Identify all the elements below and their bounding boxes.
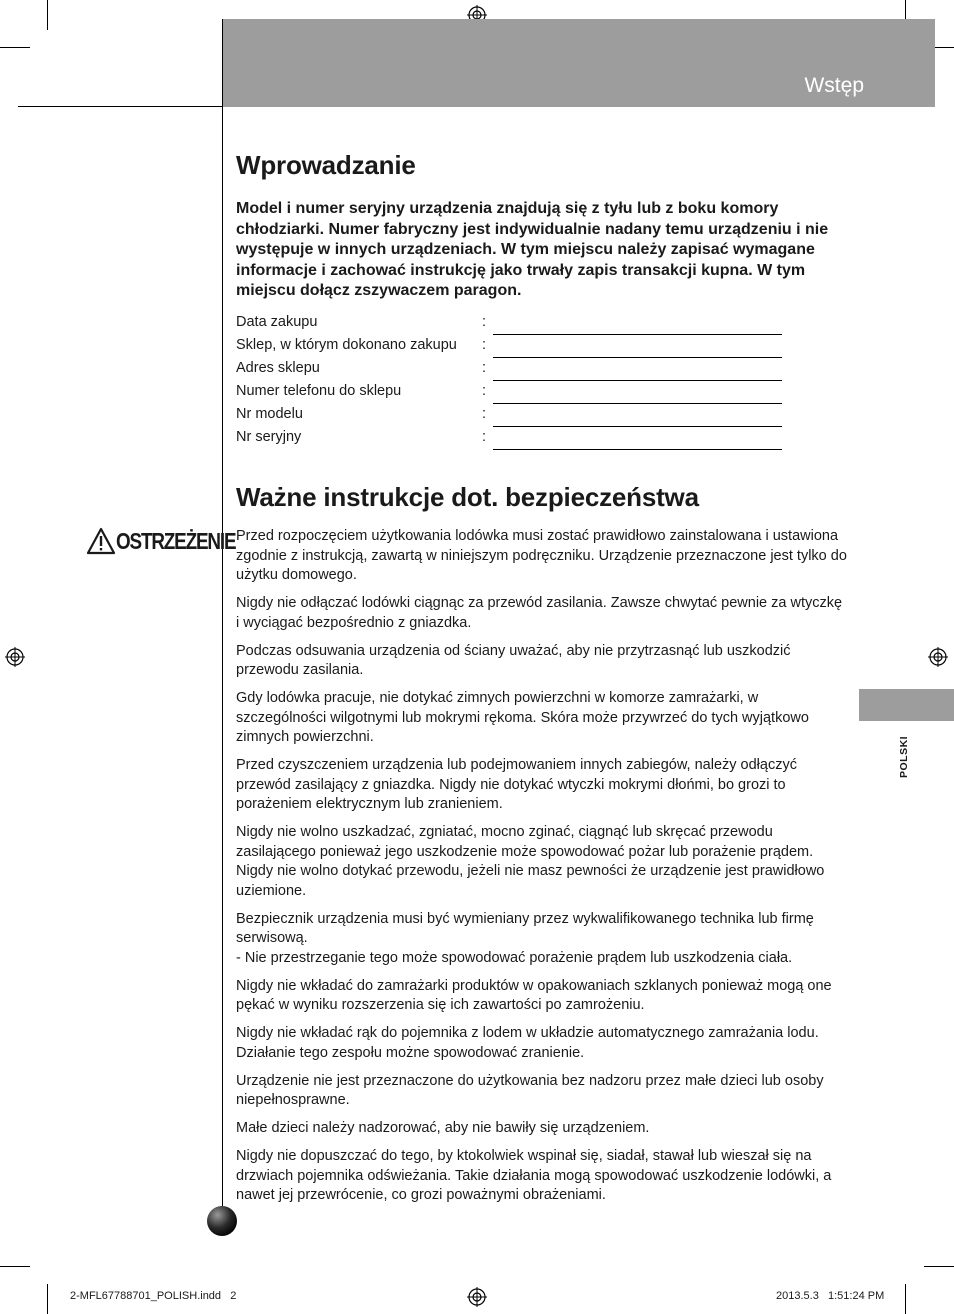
safety-heading: Ważne instrukcje dot. bezpieczeństwa (236, 482, 699, 512)
registration-mark-icon (467, 1287, 487, 1307)
form-row (236, 358, 796, 381)
page-title: Wprowadzanie (236, 150, 416, 180)
decorative-dot (207, 1206, 237, 1236)
section-title: Wstęp (804, 74, 864, 97)
crop-mark (924, 1266, 954, 1267)
form-separator: : (482, 429, 487, 445)
form-label: Numer telefonu do sklepu (236, 383, 402, 399)
form-entry-line[interactable] (493, 449, 782, 450)
form-row (236, 427, 796, 450)
crop-mark (905, 1284, 906, 1314)
safety-paragraph: Gdy lodówka pracuje, nie dotykać zimnych powierzchni w komorze zamrażarki, w szczególności wilgotnymi lub mokrymi rękoma. Skóra może przywrzeć do tych wyjątkowo zimnych powierzchni. (236, 690, 809, 745)
form-label: Data zakupu (236, 314, 318, 330)
safety-instructions (236, 527, 848, 1214)
form-separator: : (482, 337, 487, 353)
registration-mark-icon (5, 647, 25, 667)
form-label: Nr modelu (236, 406, 303, 422)
form-separator: : (482, 360, 487, 376)
safety-paragraph: Podczas odsuwania urządzenia od ściany uważać, aby nie przytrzasnąć lub uszkodzić przewodu zasilania. (236, 642, 791, 678)
divider (222, 19, 223, 1229)
safety-paragraph: Nigdy nie wolno uszkadzać, zgniatać, mocno zginać, ciągnąć lub skręcać przewodu zasilającego ponieważ jego uszkodzenie może spowodować pożar lub porażenie prądem. Nigdy nie wolno dotykać przewodu, jeżeli nie masz pewności że urządzenie jest prawidłowo uziemione. (236, 824, 825, 899)
language-tab (859, 689, 954, 721)
intro-paragraph: Model i numer seryjny urządzenia znajdują się z tyłu lub z boku komory chłodziarki. Numer fabryczny jest indywidualnie nadany temu urządzeniu i nie występuje w innych urządzeniach. W tym miejscu należy zapisać wymagane informacje i zachować instrukcję jako trwały zapis transakcji kupna. W tym miejscu dołącz zszywaczem paragon. (236, 200, 829, 299)
safety-paragraph: Nigdy nie wkładać rąk do pojemnika z lodem w układzie automatycznego zamrażania lodu. Działanie tego zespołu możne spowodować zranienie. (236, 1025, 819, 1061)
registration-mark-icon (928, 647, 948, 667)
form-row (236, 312, 796, 335)
divider (18, 106, 223, 107)
language-label: POLSKI (898, 735, 910, 778)
form-separator: : (482, 383, 487, 399)
form-separator: : (482, 406, 487, 422)
crop-mark (47, 1284, 48, 1314)
form-label: Sklep, w którym dokonano zakupu (236, 337, 457, 353)
safety-paragraph: Nigdy nie dopuszczać do tego, by ktokolwiek wspinał się, siadał, stawał lub wieszał się na drzwiach pojemnika odświeżania. Takie działania mogą spowodować uszkodzenie lodówki, a nawet jej przewrócenie, co grozi poważnymi obrażeniami. (236, 1148, 832, 1203)
warning-text: OSTRZEŻENIE (116, 527, 236, 554)
safety-paragraph: Urządzenie nie jest przeznaczone do użytkowania bez nadzoru przez małe dzieci lub osoby niepełnosprawne. (236, 1072, 824, 1108)
form-separator: : (482, 314, 487, 330)
footer-file-info: 2-MFL67788701_POLISH.indd 2 (70, 1290, 237, 1302)
form-label: Nr seryjny (236, 429, 302, 445)
crop-mark (0, 47, 30, 48)
safety-paragraph: Bezpiecznik urządzenia musi być wymieniany przez wykwalifikowanego technika lub firmę serwisową. - Nie przestrzeganie tego może spowodować porażenie prądem lub uszkodzenia ciała. (236, 910, 814, 966)
crop-mark (0, 1266, 30, 1267)
warning-triangle-icon (86, 527, 116, 555)
safety-paragraph: Małe dzieci należy nadzorować, aby nie bawiły się urządzeniem. (236, 1120, 650, 1136)
form-row (236, 335, 796, 358)
safety-paragraph: Przed czyszczeniem urządzenia lub podejmowaniem innych zabiegów, należy odłączyć przewód zasilający z gniazdka. Nigdy nie dotykać wtyczki mokrymi dłońmi, bo grozi to porażeniem elektrycznym lub zranieniem. (236, 757, 797, 812)
crop-mark (47, 0, 48, 30)
form-label: Adres sklepu (236, 360, 320, 376)
purchase-record-form (236, 312, 796, 450)
safety-paragraph: Przed rozpoczęciem użytkowania lodówka musi zostać prawidłowo zainstalowana i ustawiona zgodnie z instrukcją, zawartą w niniejszym podręczniku. Urządzenie przeznaczone jest tylko do użytku domowego. (236, 528, 847, 583)
safety-paragraph: Nigdy nie odłączać lodówki ciągnąc za przewód zasilania. Zawsze chwytać pewnie za wtyczkę i wyciągać bezpośrednio z gniazdka. (236, 595, 843, 631)
footer-timestamp: 2013.5.3 1:51:24 PM (776, 1290, 885, 1302)
safety-paragraph: Nigdy nie wkładać do zamrażarki produktów w opakowaniach szklanych ponieważ mogą one pękać w wyniku rozszerzenia się ich zawartości po zamrożeniu. (236, 977, 832, 1013)
form-row (236, 404, 796, 427)
form-row (236, 381, 796, 404)
